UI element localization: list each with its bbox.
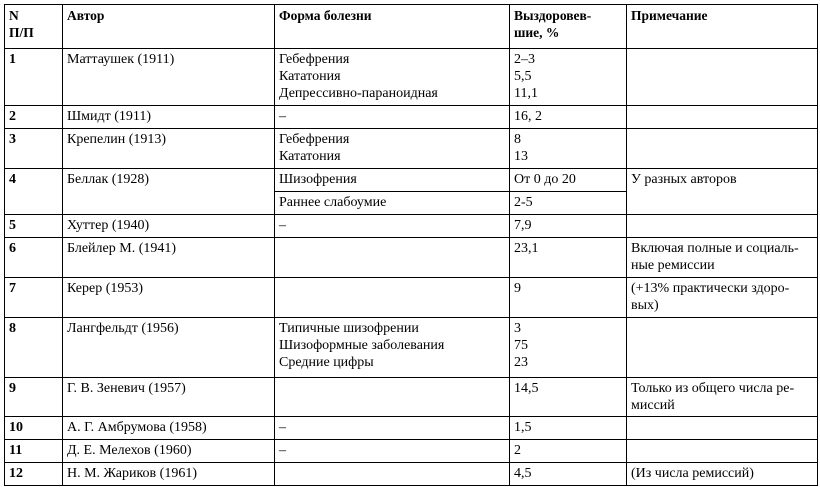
form-cell (275, 215, 510, 238)
row-number (5, 215, 63, 238)
table-row (5, 440, 818, 463)
author-cell-line: Беллак (1928) (67, 172, 150, 187)
row-number (5, 440, 63, 463)
author-cell (63, 129, 275, 169)
form-cell (275, 238, 510, 278)
author-cell-line: Хуттер (1940) (67, 218, 150, 233)
header-author: Автор (63, 5, 275, 49)
table-row (5, 463, 818, 486)
form-cell (275, 49, 510, 106)
recovered-cell-line: 2 (514, 443, 521, 458)
recovered-cell-line: 9 (514, 281, 521, 296)
author-cell (63, 106, 275, 129)
note-cell-line: вых) (631, 298, 659, 313)
row-number (5, 417, 63, 440)
recovered-cell (510, 129, 627, 169)
header-form: Форма болезни (275, 5, 510, 49)
author-cell (63, 215, 275, 238)
form-cell (275, 106, 510, 129)
header-num-line-2: П/П (9, 25, 34, 40)
form-cell-line: Гебефрения (279, 132, 350, 147)
row-number-line: 4 (9, 172, 16, 187)
author-cell-line: А. Г. Амбрумова (1958) (67, 420, 207, 435)
recovered-cell-line: 3 (514, 321, 521, 336)
recovered-cell-line: 2–3 (514, 52, 535, 67)
header-recovered (510, 5, 627, 49)
note-cell (627, 278, 818, 318)
author-cell-line: Н. М. Жариков (1961) (67, 466, 197, 481)
note-cell (627, 215, 818, 238)
recovered-cell-line: 16, 2 (514, 109, 542, 124)
note-cell-line: Только из общего числа ре- (631, 381, 795, 396)
note-cell (627, 378, 818, 417)
form-cell-line: Средние цифры (279, 355, 374, 370)
recovered-cell (510, 278, 627, 318)
author-cell (63, 440, 275, 463)
note-cell-line: миссий (631, 398, 675, 413)
recovered-cell-line: 7,9 (514, 218, 532, 233)
row-number-line: 2 (9, 109, 16, 124)
author-cell-line: Керер (1953) (67, 281, 144, 296)
row-number (5, 129, 63, 169)
recovered-cell (510, 318, 627, 378)
note-cell-line: У разных авторов (631, 172, 737, 187)
form-cell-line: Шизофрения (279, 172, 357, 187)
note-cell (627, 417, 818, 440)
note-cell-line: ные ремиссии (631, 258, 715, 273)
recovered-cell (510, 238, 627, 278)
author-cell (63, 417, 275, 440)
form-cell-line: – (279, 218, 286, 233)
table-row (5, 318, 818, 378)
row-number (5, 238, 63, 278)
form-cell (275, 318, 510, 378)
recovered-cell (510, 169, 627, 192)
table-row (5, 129, 818, 169)
recovered-cell-line: 23 (514, 355, 528, 370)
form-cell (275, 278, 510, 318)
row-number-line: 5 (9, 218, 16, 233)
form-cell-line: – (279, 109, 286, 124)
note-cell (627, 440, 818, 463)
recovered-cell (510, 463, 627, 486)
recovered-cell-line: От 0 до 20 (514, 172, 576, 187)
note-cell (627, 129, 818, 169)
recovery-table (4, 4, 818, 486)
recovered-cell-line: 14,5 (514, 381, 539, 396)
row-number (5, 49, 63, 106)
recovered-cell-line: 5,5 (514, 69, 532, 84)
row-number-line: 12 (9, 466, 23, 481)
author-cell-line: Крепелин (1913) (67, 132, 167, 147)
header-recovered-line-1: Выздоровев- (514, 8, 592, 23)
row-number-line: 8 (9, 321, 16, 336)
form-cell-line: Раннее слабоумие (279, 195, 387, 210)
note-cell (627, 238, 818, 278)
row-number-line: 9 (9, 381, 16, 396)
form-cell (275, 463, 510, 486)
form-cell (275, 129, 510, 169)
note-cell (627, 169, 818, 215)
row-number (5, 463, 63, 486)
row-number (5, 378, 63, 417)
table-row (5, 378, 818, 417)
note-cell (627, 318, 818, 378)
recovered-cell-line: 4,5 (514, 466, 532, 481)
table-row (5, 238, 818, 278)
form-cell-line: Гебефрения (279, 52, 350, 67)
recovered-cell-line: 11,1 (514, 86, 538, 101)
note-cell-line: (Из числа ремиссий) (631, 466, 754, 481)
note-cell (627, 463, 818, 486)
recovered-cell (510, 440, 627, 463)
author-cell-line: Г. В. Зеневич (1957) (67, 381, 186, 396)
table-row (5, 215, 818, 238)
author-cell (63, 318, 275, 378)
row-number (5, 318, 63, 378)
recovered-cell-line: 8 (514, 132, 521, 147)
row-number-line: 10 (9, 420, 23, 435)
recovered-cell (510, 192, 627, 215)
note-cell (627, 49, 818, 106)
author-cell-line: Блейлер М. (1941) (67, 241, 177, 256)
form-cell (275, 192, 510, 215)
author-cell (63, 238, 275, 278)
form-cell (275, 417, 510, 440)
row-number-line: 1 (9, 52, 16, 67)
recovered-cell (510, 49, 627, 106)
recovered-cell-line: 2-5 (514, 195, 533, 210)
form-cell-line: – (279, 420, 286, 435)
form-cell (275, 169, 510, 192)
author-cell (63, 278, 275, 318)
row-number (5, 106, 63, 129)
recovered-cell-line: 23,1 (514, 241, 539, 256)
form-cell-line: Типичные шизофрении (279, 321, 419, 336)
author-cell (63, 169, 275, 215)
header-num (5, 5, 63, 49)
form-cell-line: Депрессивно-параноидная (279, 86, 438, 101)
row-number-line: 3 (9, 132, 16, 147)
header-recovered-line-2: шие, % (514, 25, 560, 40)
header-note: Примечание (627, 5, 818, 49)
author-cell-line: Шмидт (1911) (67, 109, 152, 124)
table-row (5, 278, 818, 318)
table-row (5, 169, 818, 192)
form-cell-line: Кататония (279, 149, 341, 164)
table-row (5, 49, 818, 106)
recovered-cell-line: 75 (514, 338, 528, 353)
recovered-cell (510, 106, 627, 129)
recovered-cell (510, 378, 627, 417)
author-cell (63, 463, 275, 486)
note-cell-line: Включая полные и социаль- (631, 241, 799, 256)
author-cell-line: Маттаушек (1911) (67, 52, 175, 67)
row-number (5, 169, 63, 215)
author-cell (63, 49, 275, 106)
note-cell (627, 106, 818, 129)
header-num-line-1: N (9, 8, 19, 23)
author-cell (63, 378, 275, 417)
form-cell (275, 378, 510, 417)
table-row (5, 417, 818, 440)
recovered-cell (510, 215, 627, 238)
row-number-line: 7 (9, 281, 16, 296)
form-cell (275, 440, 510, 463)
recovered-cell-line: 1,5 (514, 420, 532, 435)
row-number (5, 278, 63, 318)
recovered-cell (510, 417, 627, 440)
form-cell-line: Шизоформные заболевания (279, 338, 445, 353)
form-cell-line: Кататония (279, 69, 341, 84)
recovered-cell-line: 13 (514, 149, 528, 164)
form-cell-line: – (279, 443, 286, 458)
header-row (5, 5, 818, 49)
note-cell-line: (+13% практически здоро- (631, 281, 790, 296)
row-number-line: 11 (9, 443, 23, 458)
author-cell-line: Лангфельдт (1956) (67, 321, 179, 336)
row-number-line: 6 (9, 241, 16, 256)
table-row (5, 106, 818, 129)
author-cell-line: Д. Е. Мелехов (1960) (67, 443, 192, 458)
